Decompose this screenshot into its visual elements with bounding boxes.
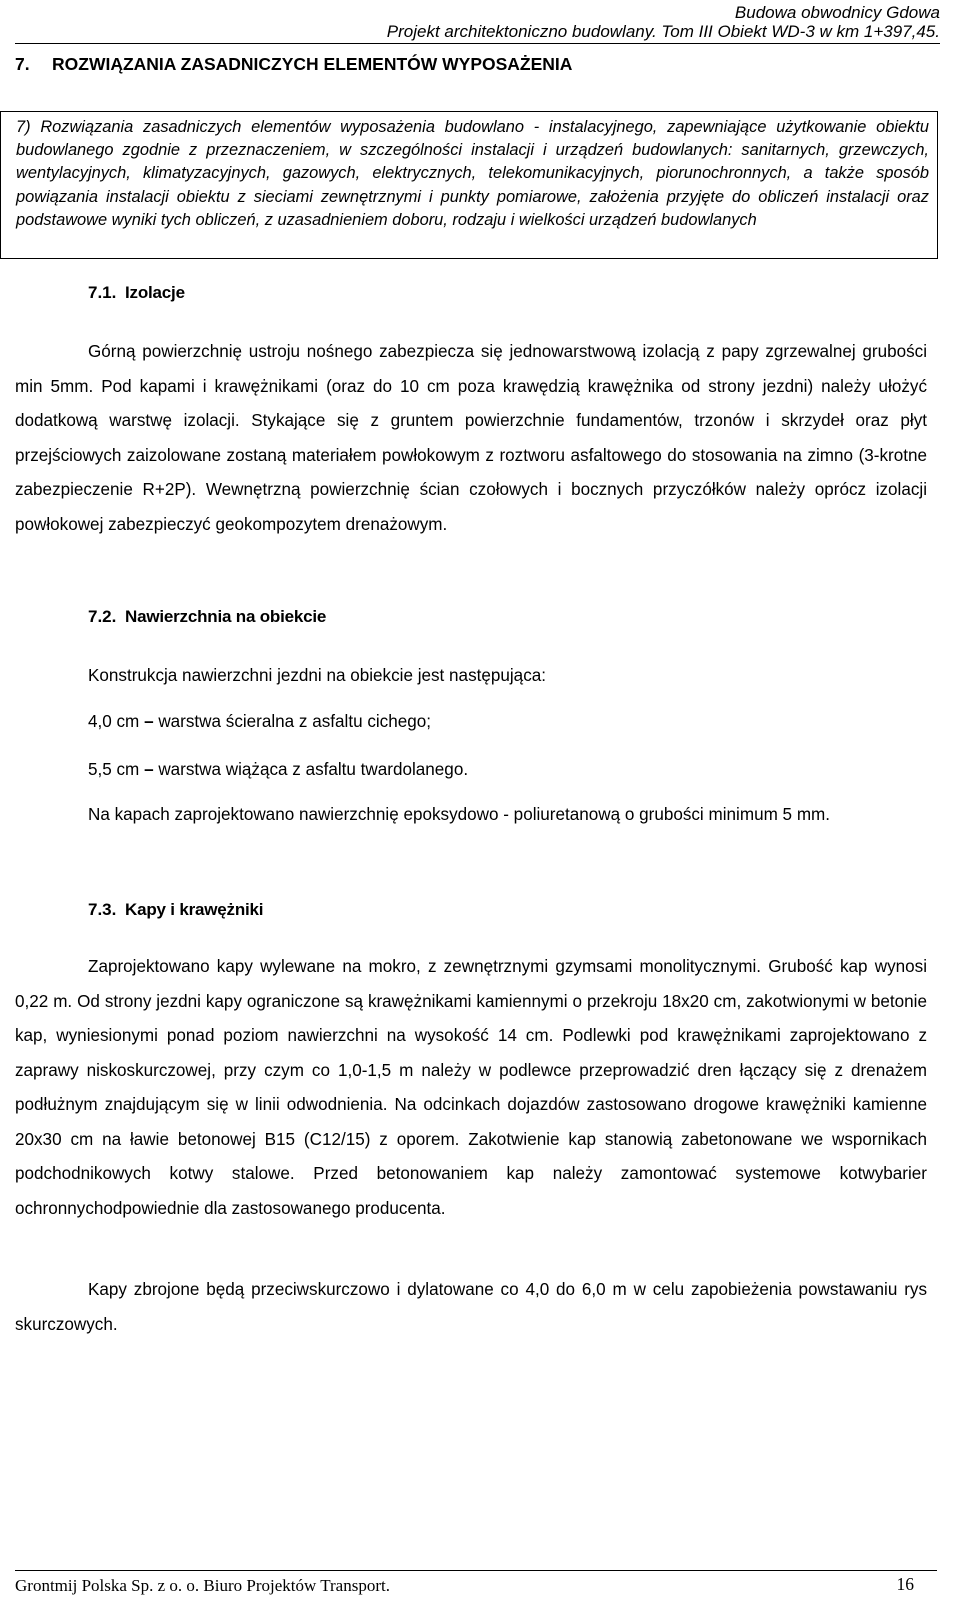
footer-company: Grontmij Polska Sp. z o. o. Biuro Projektów Transport. [15, 1576, 390, 1595]
subsection-title: Izolacje [125, 283, 185, 302]
layer-1-dash: – [144, 712, 154, 731]
intro-box-text: 7) Rozwiązania zasadniczych elementów wyposażenia budowlano - instalacyjnego, zapewniające użytkowanie obiektu budowlanego zgodnie z przeznaczeniem, w szczególności instalacji i urządzeń budowlanych: sanitarnych, grzewczych, wentylacyjnych, klimatyzacyjnych, gazowych, elektrycznych, telekomunikacyjnych, piorunochronnych, a także sposób powiązania instalacji obiektu z sieciami zewnętrznymi i punkty pomiarowe, założenia przyjęte do obliczeń instalacji oraz podstawowe wyniki tych obliczeń, z uzasadnieniem doboru, rodzaju i wielkości urządzeń budowlanych [16, 118, 929, 229]
page-number: 16 [896, 1574, 914, 1594]
section-heading [15, 54, 572, 75]
subsection-title: Nawierzchnia na obiekcie [125, 607, 327, 626]
subsection-7-3-heading [88, 900, 263, 920]
subsection-number: 7.3. [88, 900, 117, 919]
layer-2-thickness: 5,5 cm [88, 760, 140, 779]
kapy-paragraph-2: Kapy zbrojone będą przeciwskurczowo i dylatowane co 4,0 do 6,0 m w celu zapobieżenia powstawaniu rys skurczowych. [15, 1280, 927, 1334]
header-project-subtitle: Projekt architektoniczno budowlany. Tom III Obiekt WD-3 w km 1+397,45. [386, 22, 940, 41]
header-divider [15, 43, 940, 44]
header-project-name: Budowa obwodnicy Gdowa [734, 3, 940, 22]
nawierzchnia-intro: Konstrukcja nawierzchni jezdni na obiekcie jest następująca: [88, 666, 546, 685]
layer-1-description: warstwa ścieralna z asfaltu cichego; [158, 712, 432, 731]
izolacje-paragraph: Górną powierzchnię ustroju nośnego zabezpiecza się jednowarstwową izolacją z papy zgrzewalnej grubości min 5mm. Pod kapami i krawężnikami (oraz do 10 cm poza krawędzią krawężnika od strony jezdni) należy ułożyć dodatkową warstwę izolacji. Stykające się z gruntem powierzchnie fundamentów, trzonów i skrzydeł oraz płyt przejściowych zaizolowane zostaną materiałem powłokowym z roztworu asfaltowego do stosowania na zimno (3-krotne zabezpieczenie R+2P). Wewnętrzną powierzchnię ścian czołowych i bocznych przyczółków należy oprócz izolacji powłokowej zabezpieczyć geokompozytem drenażowym. [15, 342, 927, 534]
section-title: ROZWIĄZANIA ZASADNICZYCH ELEMENTÓW WYPOSAŻENIA [52, 54, 573, 74]
subsection-7-1-heading [88, 283, 185, 303]
layer-1-thickness: 4,0 cm [88, 712, 140, 731]
footer-divider [15, 1570, 937, 1571]
subsection-7-2-heading [88, 607, 326, 627]
layer-2 [88, 760, 468, 780]
subsection-title: Kapy i krawężniki [125, 900, 264, 919]
kapy-surface-paragraph: Na kapach zaprojektowano nawierzchnię epoksydowo - poliuretanową o grubości minimum 5 mm. [88, 805, 831, 824]
section-number: 7. [15, 54, 30, 74]
subsection-number: 7.2. [88, 607, 117, 626]
intro-box [0, 111, 938, 259]
kapy-paragraph-1: Zaprojektowano kapy wylewane na mokro, z zewnętrznymi gzymsami monolitycznymi. Grubość kap wynosi 0,22 m. Od strony jezdni kapy ograniczone są krawężnikami kamiennymi o przekroju 18x20 cm, zakotwionymi w betonie kap, wyniesionymi ponad poziom nawierzchni na wysokość 14 cm. Podlewki pod krawężnikami zaprojektowano z zaprawy niskoskurczowej, przy czym co 1,0-1,5 m należy w podlewce przeprowadzić dren łączący się z drenażem podłużnym znajdującym się w linii odwodnienia. Na odcinkach dojazdów zastosowano drogowe krawężniki kamienne 20x30 cm na ławie betonowej B15 (C12/15) z oporem. Zakotwienie kap stanowią zabetonowane we wspornikach podchodnikowych kotwy stalowe. Przed betonowaniem kap należy zamontować systemowe kotwybarier ochronnychodpowiednie dla zastosowanego producenta. [15, 957, 927, 1218]
layer-2-description: warstwa wiążąca z asfaltu twardolanego. [158, 760, 469, 779]
layer-2-dash: – [144, 760, 154, 779]
layer-1 [88, 712, 431, 732]
subsection-number: 7.1. [88, 283, 117, 302]
